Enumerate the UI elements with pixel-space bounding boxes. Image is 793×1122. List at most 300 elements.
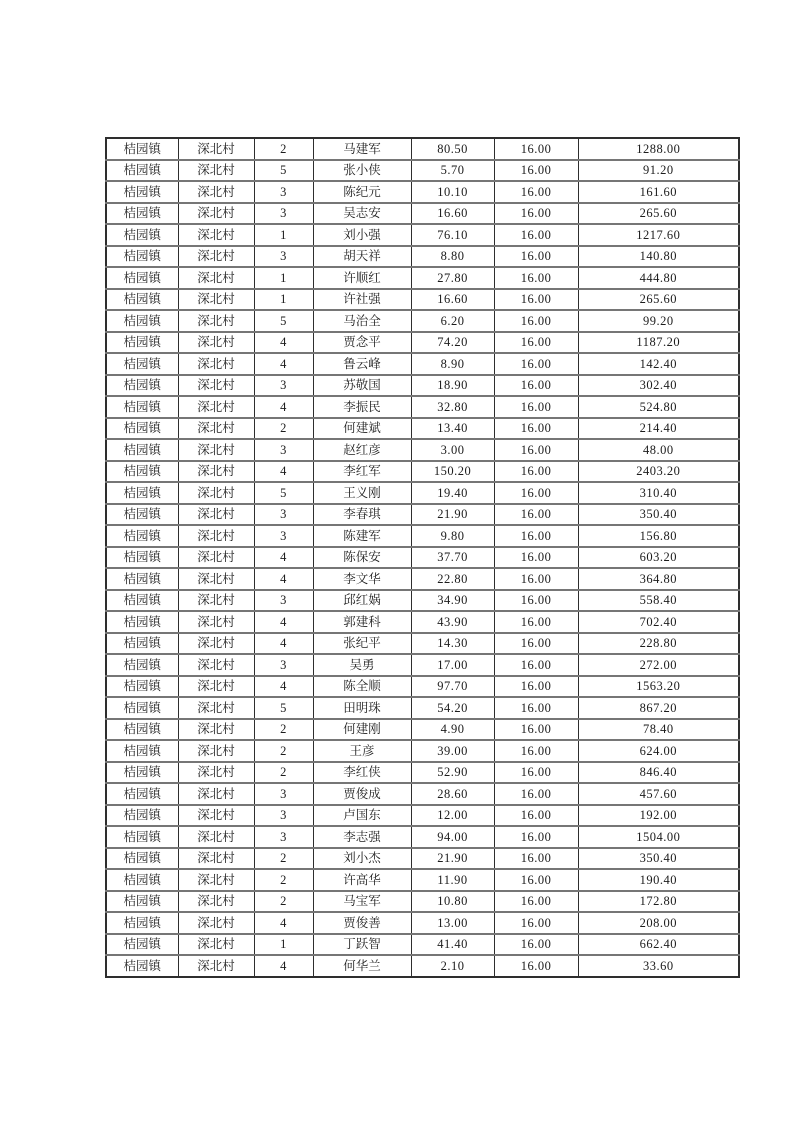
total-amount-cell: 702.40 (578, 611, 739, 633)
area-amount-cell: 8.80 (411, 246, 494, 268)
town-cell: 桔园镇 (106, 676, 178, 698)
unit-rate-cell: 16.00 (494, 934, 578, 956)
total-amount-cell: 624.00 (578, 740, 739, 762)
table-row (106, 676, 739, 698)
person-name-cell: 卢国东 (313, 805, 411, 827)
village-cell: 深北村 (178, 805, 254, 827)
area-amount-cell: 13.40 (411, 418, 494, 440)
unit-rate-cell: 16.00 (494, 826, 578, 848)
town-cell: 桔园镇 (106, 891, 178, 913)
person-name-cell: 赵红彦 (313, 439, 411, 461)
table-row (106, 267, 739, 289)
village-cell: 深北村 (178, 181, 254, 203)
person-name-cell: 王彦 (313, 740, 411, 762)
unit-rate-cell: 16.00 (494, 375, 578, 397)
area-amount-cell: 34.90 (411, 590, 494, 612)
village-cell: 深北村 (178, 525, 254, 547)
town-cell: 桔园镇 (106, 246, 178, 268)
unit-rate-cell: 16.00 (494, 396, 578, 418)
person-name-cell: 胡天祥 (313, 246, 411, 268)
group-number-cell: 3 (254, 375, 313, 397)
area-amount-cell: 22.80 (411, 568, 494, 590)
group-number-cell: 3 (254, 439, 313, 461)
total-amount-cell: 214.40 (578, 418, 739, 440)
total-amount-cell: 156.80 (578, 525, 739, 547)
table-row (106, 353, 739, 375)
area-amount-cell: 54.20 (411, 697, 494, 719)
town-cell: 桔园镇 (106, 783, 178, 805)
village-cell: 深北村 (178, 891, 254, 913)
total-amount-cell: 444.80 (578, 267, 739, 289)
group-number-cell: 1 (254, 934, 313, 956)
town-cell: 桔园镇 (106, 869, 178, 891)
town-cell: 桔园镇 (106, 912, 178, 934)
group-number-cell: 4 (254, 912, 313, 934)
area-amount-cell: 6.20 (411, 310, 494, 332)
table-row (106, 396, 739, 418)
village-cell: 深北村 (178, 375, 254, 397)
village-cell: 深北村 (178, 418, 254, 440)
table-row (106, 203, 739, 225)
group-number-cell: 3 (254, 504, 313, 526)
town-cell: 桔园镇 (106, 719, 178, 741)
total-amount-cell: 350.40 (578, 848, 739, 870)
unit-rate-cell: 16.00 (494, 762, 578, 784)
group-number-cell: 3 (254, 525, 313, 547)
village-cell: 深北村 (178, 396, 254, 418)
person-name-cell: 丁跃智 (313, 934, 411, 956)
unit-rate-cell: 16.00 (494, 912, 578, 934)
total-amount-cell: 272.00 (578, 654, 739, 676)
total-amount-cell: 140.80 (578, 246, 739, 268)
person-name-cell: 何华兰 (313, 955, 411, 977)
person-name-cell: 刘小杰 (313, 848, 411, 870)
total-amount-cell: 99.20 (578, 310, 739, 332)
area-amount-cell: 37.70 (411, 547, 494, 569)
area-amount-cell: 43.90 (411, 611, 494, 633)
group-number-cell: 2 (254, 418, 313, 440)
total-amount-cell: 524.80 (578, 396, 739, 418)
area-amount-cell: 12.00 (411, 805, 494, 827)
table-row (106, 697, 739, 719)
table-row (106, 912, 739, 934)
town-cell: 桔园镇 (106, 224, 178, 246)
town-cell: 桔园镇 (106, 762, 178, 784)
area-amount-cell: 21.90 (411, 848, 494, 870)
area-amount-cell: 28.60 (411, 783, 494, 805)
total-amount-cell: 190.40 (578, 869, 739, 891)
person-name-cell: 李红军 (313, 461, 411, 483)
person-name-cell: 何建刚 (313, 719, 411, 741)
person-name-cell: 苏敬国 (313, 375, 411, 397)
table-row (106, 869, 739, 891)
area-amount-cell: 13.00 (411, 912, 494, 934)
village-cell: 深北村 (178, 504, 254, 526)
area-amount-cell: 16.60 (411, 203, 494, 225)
town-cell: 桔园镇 (106, 160, 178, 182)
total-amount-cell: 662.40 (578, 934, 739, 956)
town-cell: 桔园镇 (106, 611, 178, 633)
unit-rate-cell: 16.00 (494, 869, 578, 891)
total-amount-cell: 364.80 (578, 568, 739, 590)
village-cell: 深北村 (178, 912, 254, 934)
person-name-cell: 郭建科 (313, 611, 411, 633)
unit-rate-cell: 16.00 (494, 590, 578, 612)
group-number-cell: 2 (254, 891, 313, 913)
village-cell: 深北村 (178, 633, 254, 655)
town-cell: 桔园镇 (106, 633, 178, 655)
unit-rate-cell: 16.00 (494, 181, 578, 203)
group-number-cell: 3 (254, 805, 313, 827)
unit-rate-cell: 16.00 (494, 138, 578, 160)
town-cell: 桔园镇 (106, 289, 178, 311)
group-number-cell: 5 (254, 697, 313, 719)
table-row (106, 310, 739, 332)
area-amount-cell: 52.90 (411, 762, 494, 784)
unit-rate-cell: 16.00 (494, 783, 578, 805)
area-amount-cell: 32.80 (411, 396, 494, 418)
village-cell: 深北村 (178, 289, 254, 311)
area-amount-cell: 8.90 (411, 353, 494, 375)
person-name-cell: 许社强 (313, 289, 411, 311)
group-number-cell: 5 (254, 482, 313, 504)
area-amount-cell: 21.90 (411, 504, 494, 526)
unit-rate-cell: 16.00 (494, 740, 578, 762)
area-amount-cell: 150.20 (411, 461, 494, 483)
table-row (106, 783, 739, 805)
town-cell: 桔园镇 (106, 654, 178, 676)
village-cell: 深北村 (178, 224, 254, 246)
unit-rate-cell: 16.00 (494, 461, 578, 483)
village-cell: 深北村 (178, 740, 254, 762)
total-amount-cell: 1504.00 (578, 826, 739, 848)
unit-rate-cell: 16.00 (494, 955, 578, 977)
town-cell: 桔园镇 (106, 181, 178, 203)
area-amount-cell: 41.40 (411, 934, 494, 956)
table-row (106, 762, 739, 784)
area-amount-cell: 74.20 (411, 332, 494, 354)
person-name-cell: 王义刚 (313, 482, 411, 504)
table-row (106, 504, 739, 526)
total-amount-cell: 867.20 (578, 697, 739, 719)
town-cell: 桔园镇 (106, 332, 178, 354)
village-cell: 深北村 (178, 568, 254, 590)
village-cell: 深北村 (178, 461, 254, 483)
person-name-cell: 吴志安 (313, 203, 411, 225)
total-amount-cell: 1563.20 (578, 676, 739, 698)
table-row (106, 934, 739, 956)
unit-rate-cell: 16.00 (494, 418, 578, 440)
town-cell: 桔园镇 (106, 461, 178, 483)
table-row (106, 181, 739, 203)
group-number-cell: 3 (254, 826, 313, 848)
total-amount-cell: 2403.20 (578, 461, 739, 483)
table-row (106, 611, 739, 633)
area-amount-cell: 5.70 (411, 160, 494, 182)
total-amount-cell: 1217.60 (578, 224, 739, 246)
table-row (106, 590, 739, 612)
town-cell: 桔园镇 (106, 353, 178, 375)
area-amount-cell: 16.60 (411, 289, 494, 311)
area-amount-cell: 27.80 (411, 267, 494, 289)
total-amount-cell: 846.40 (578, 762, 739, 784)
unit-rate-cell: 16.00 (494, 267, 578, 289)
unit-rate-cell: 16.00 (494, 611, 578, 633)
group-number-cell: 3 (254, 181, 313, 203)
group-number-cell: 5 (254, 310, 313, 332)
person-name-cell: 贾俊善 (313, 912, 411, 934)
group-number-cell: 5 (254, 160, 313, 182)
total-amount-cell: 91.20 (578, 160, 739, 182)
village-cell: 深北村 (178, 310, 254, 332)
unit-rate-cell: 16.00 (494, 547, 578, 569)
town-cell: 桔园镇 (106, 439, 178, 461)
town-cell: 桔园镇 (106, 568, 178, 590)
person-name-cell: 刘小强 (313, 224, 411, 246)
unit-rate-cell: 16.00 (494, 891, 578, 913)
person-name-cell: 陈全顺 (313, 676, 411, 698)
village-cell: 深北村 (178, 353, 254, 375)
town-cell: 桔园镇 (106, 310, 178, 332)
group-number-cell: 2 (254, 138, 313, 160)
group-number-cell: 4 (254, 396, 313, 418)
group-number-cell: 4 (254, 633, 313, 655)
group-number-cell: 4 (254, 568, 313, 590)
unit-rate-cell: 16.00 (494, 633, 578, 655)
person-name-cell: 陈建军 (313, 525, 411, 547)
table-row (106, 719, 739, 741)
table-row (106, 568, 739, 590)
unit-rate-cell: 16.00 (494, 482, 578, 504)
area-amount-cell: 19.40 (411, 482, 494, 504)
person-name-cell: 李志强 (313, 826, 411, 848)
area-amount-cell: 94.00 (411, 826, 494, 848)
unit-rate-cell: 16.00 (494, 332, 578, 354)
group-number-cell: 1 (254, 267, 313, 289)
village-cell: 深北村 (178, 654, 254, 676)
group-number-cell: 4 (254, 955, 313, 977)
town-cell: 桔园镇 (106, 934, 178, 956)
person-name-cell: 马治全 (313, 310, 411, 332)
village-cell: 深北村 (178, 697, 254, 719)
total-amount-cell: 350.40 (578, 504, 739, 526)
table-row (106, 805, 739, 827)
group-number-cell: 4 (254, 547, 313, 569)
area-amount-cell: 97.70 (411, 676, 494, 698)
table-row (106, 160, 739, 182)
group-number-cell: 2 (254, 762, 313, 784)
village-cell: 深北村 (178, 332, 254, 354)
town-cell: 桔园镇 (106, 267, 178, 289)
unit-rate-cell: 16.00 (494, 848, 578, 870)
unit-rate-cell: 16.00 (494, 719, 578, 741)
person-name-cell: 吴勇 (313, 654, 411, 676)
total-amount-cell: 48.00 (578, 439, 739, 461)
town-cell: 桔园镇 (123, 141, 161, 156)
unit-rate-cell: 16.00 (494, 224, 578, 246)
village-cell: 深北村 (178, 676, 254, 698)
total-amount-cell: 265.60 (578, 289, 739, 311)
village-cell: 深北村 (178, 719, 254, 741)
group-number-cell: 2 (254, 719, 313, 741)
area-amount-cell: 4.90 (411, 719, 494, 741)
table-row (106, 891, 739, 913)
person-name-cell: 邱红娲 (313, 590, 411, 612)
total-amount-cell: 142.40 (578, 353, 739, 375)
table-row (106, 138, 739, 160)
table-row (106, 461, 739, 483)
village-cell: 深北村 (178, 439, 254, 461)
unit-rate-cell: 16.00 (494, 310, 578, 332)
village-cell: 深北村 (178, 160, 254, 182)
village-cell: 深北村 (178, 482, 254, 504)
person-name-cell: 李春琪 (313, 504, 411, 526)
person-name-cell: 张纪平 (313, 633, 411, 655)
town-cell: 桔园镇 (106, 955, 178, 977)
village-cell: 深北村 (178, 869, 254, 891)
area-amount-cell: 10.10 (411, 181, 494, 203)
unit-rate-cell: 16.00 (494, 353, 578, 375)
total-amount-cell: 1288.00 (578, 138, 739, 160)
person-name-cell: 贾念平 (313, 332, 411, 354)
person-name-cell: 鲁云峰 (313, 353, 411, 375)
unit-rate-cell: 16.00 (494, 289, 578, 311)
total-amount-cell: 558.40 (578, 590, 739, 612)
total-amount-cell: 172.80 (578, 891, 739, 913)
person-name-cell: 田明珠 (313, 697, 411, 719)
total-amount-cell: 228.80 (578, 633, 739, 655)
person-name-cell: 马宝军 (313, 891, 411, 913)
unit-rate-cell: 16.00 (494, 676, 578, 698)
group-number-cell: 3 (254, 783, 313, 805)
unit-rate-cell: 16.00 (494, 160, 578, 182)
table-row (106, 547, 739, 569)
total-amount-cell: 457.60 (578, 783, 739, 805)
subsidy-table (105, 137, 740, 978)
town-cell: 桔园镇 (106, 525, 178, 547)
unit-rate-cell: 16.00 (494, 439, 578, 461)
town-cell: 桔园镇 (106, 848, 178, 870)
group-number-cell: 3 (254, 590, 313, 612)
table-row (106, 654, 739, 676)
table-row (106, 826, 739, 848)
village-cell: 深北村 (178, 826, 254, 848)
table-row (106, 525, 739, 547)
group-number-cell: 4 (254, 332, 313, 354)
area-amount-cell: 11.90 (411, 869, 494, 891)
table-row (106, 224, 739, 246)
group-number-cell: 3 (254, 654, 313, 676)
total-amount-cell: 265.60 (578, 203, 739, 225)
village-cell: 深北村 (178, 138, 254, 160)
group-number-cell: 2 (254, 848, 313, 870)
person-name-cell: 许顺红 (313, 267, 411, 289)
person-name-cell: 陈纪元 (313, 181, 411, 203)
area-amount-cell: 10.80 (411, 891, 494, 913)
group-number-cell: 1 (254, 289, 313, 311)
total-amount-cell: 33.60 (578, 955, 739, 977)
table-row (106, 955, 739, 977)
person-name-cell: 何建斌 (313, 418, 411, 440)
person-name-cell: 贾俊成 (313, 783, 411, 805)
person-name-cell: 李文华 (313, 568, 411, 590)
unit-rate-cell: 16.00 (494, 525, 578, 547)
unit-rate-cell: 16.00 (494, 246, 578, 268)
area-amount-cell: 17.00 (411, 654, 494, 676)
group-number-cell: 2 (254, 740, 313, 762)
town-cell: 桔园镇 (106, 375, 178, 397)
total-amount-cell: 192.00 (578, 805, 739, 827)
village-cell: 深北村 (178, 203, 254, 225)
area-amount-cell: 14.30 (411, 633, 494, 655)
village-cell: 深北村 (178, 955, 254, 977)
area-amount-cell: 39.00 (411, 740, 494, 762)
total-amount-cell: 208.00 (578, 912, 739, 934)
village-cell: 深北村 (178, 547, 254, 569)
area-amount-cell: 80.50 (411, 138, 494, 160)
total-amount-cell: 603.20 (578, 547, 739, 569)
unit-rate-cell: 16.00 (494, 504, 578, 526)
table-row (106, 418, 739, 440)
village-cell: 深北村 (178, 762, 254, 784)
unit-rate-cell: 16.00 (494, 697, 578, 719)
unit-rate-cell: 16.00 (494, 568, 578, 590)
person-name-cell: 陈保安 (313, 547, 411, 569)
table-row (106, 482, 739, 504)
table-row (106, 375, 739, 397)
group-number-cell: 3 (254, 246, 313, 268)
town-cell: 桔园镇 (106, 740, 178, 762)
town-cell: 桔园镇 (106, 547, 178, 569)
area-amount-cell: 76.10 (411, 224, 494, 246)
group-number-cell: 4 (254, 676, 313, 698)
town-cell: 桔园镇 (106, 697, 178, 719)
unit-rate-cell: 16.00 (494, 805, 578, 827)
town-cell: 桔园镇 (106, 826, 178, 848)
table-row (106, 289, 739, 311)
town-cell: 桔园镇 (106, 203, 178, 225)
total-amount-cell: 302.40 (578, 375, 739, 397)
table-row (106, 246, 739, 268)
total-amount-cell: 161.60 (578, 181, 739, 203)
village-cell: 深北村 (178, 246, 254, 268)
unit-rate-cell: 16.00 (494, 654, 578, 676)
person-name-cell: 李红侠 (313, 762, 411, 784)
total-amount-cell: 78.40 (578, 719, 739, 741)
town-cell: 桔园镇 (106, 504, 178, 526)
group-number-cell: 4 (254, 461, 313, 483)
area-amount-cell: 9.80 (411, 525, 494, 547)
table-row (106, 740, 739, 762)
town-cell: 桔园镇 (106, 396, 178, 418)
town-cell: 桔园镇 (106, 590, 178, 612)
village-cell: 深北村 (178, 590, 254, 612)
village-cell: 深北村 (178, 267, 254, 289)
table-row (106, 633, 739, 655)
village-cell: 深北村 (178, 934, 254, 956)
table-row (106, 848, 739, 870)
person-name-cell: 马建军 (313, 138, 411, 160)
group-number-cell: 4 (254, 611, 313, 633)
table-row (106, 332, 739, 354)
person-name-cell: 张小侠 (313, 160, 411, 182)
town-cell: 桔园镇 (106, 482, 178, 504)
unit-rate-cell: 16.00 (494, 203, 578, 225)
table-row (106, 439, 739, 461)
town-cell: 桔园镇 (106, 805, 178, 827)
area-amount-cell: 2.10 (411, 955, 494, 977)
group-number-cell: 4 (254, 353, 313, 375)
